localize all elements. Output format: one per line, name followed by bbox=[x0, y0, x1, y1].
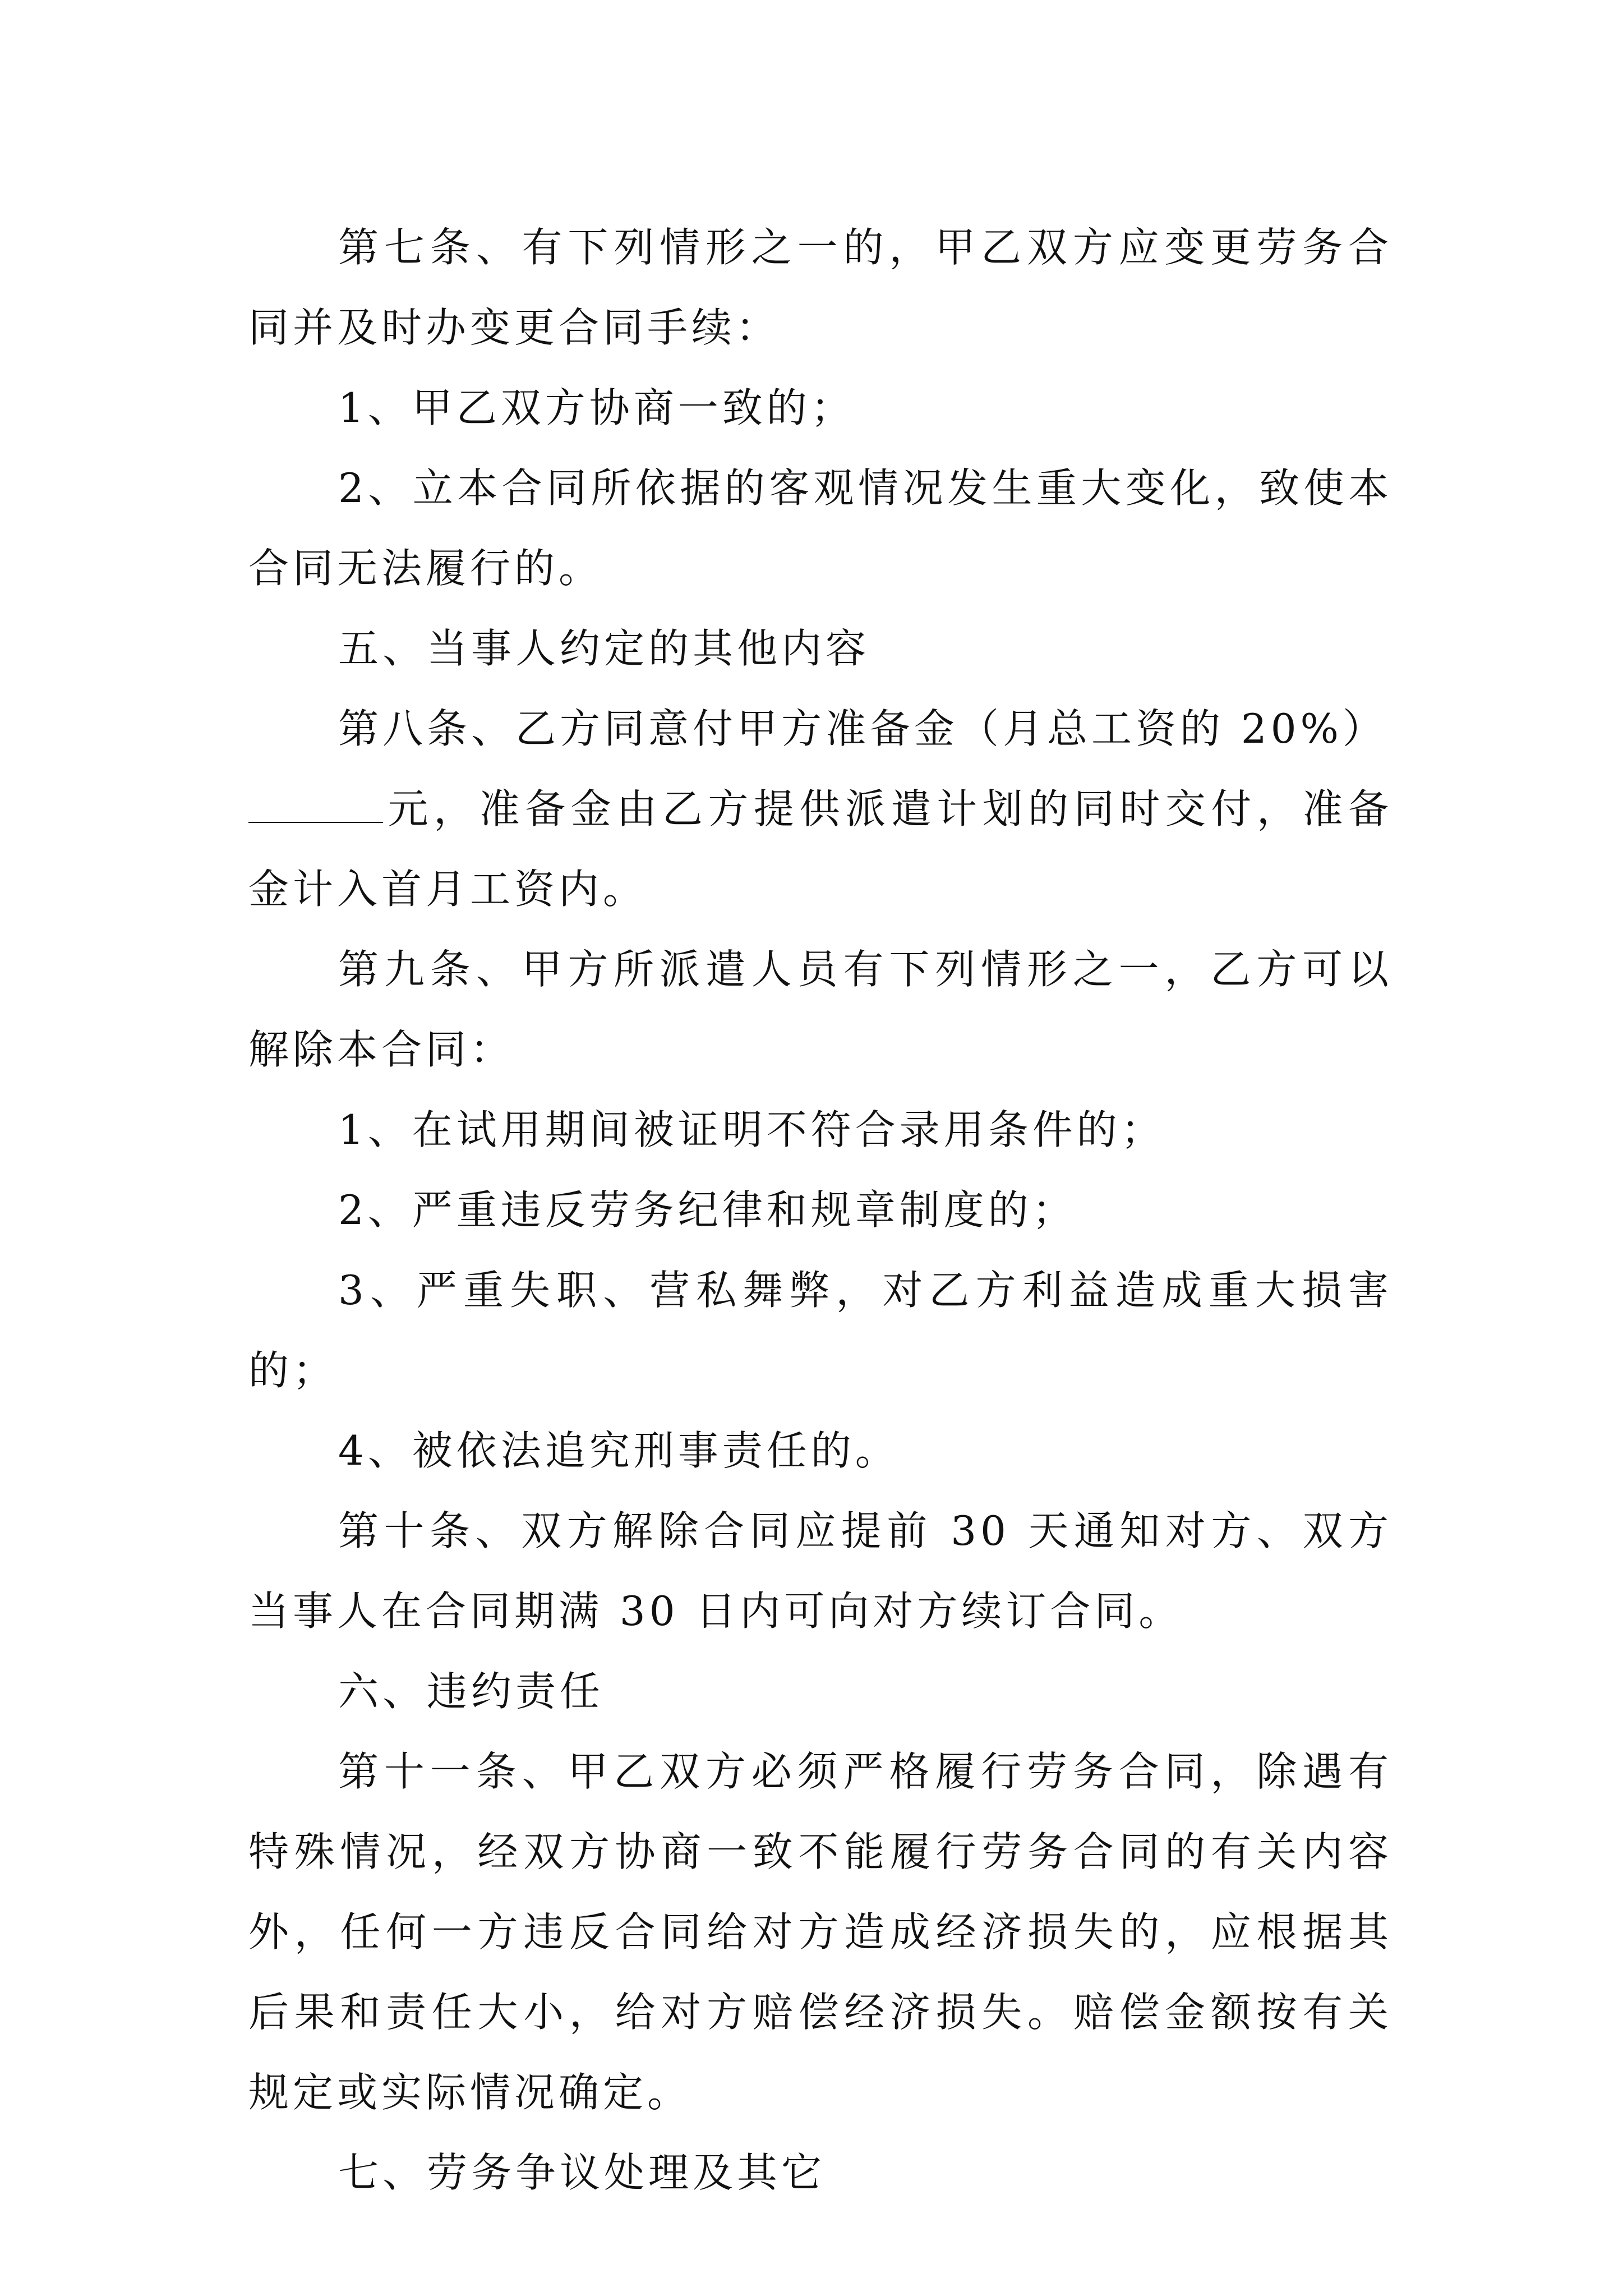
section-heading-7: 七、劳务争议处理及其它 bbox=[338, 2149, 826, 2196]
paragraph-article-7-item-1: 1、甲乙双方协商一致的； bbox=[338, 384, 855, 431]
paragraph-article-9-item-3: 3、严重失职、营私舞弊，对乙方利益造成重大损害的； bbox=[248, 1267, 1393, 1394]
document-body bbox=[248, 208, 1393, 2213]
paragraph-article-8-continued bbox=[248, 769, 1393, 930]
paragraph-article-9-item-2: 2、严重违反劳务纪律和规章制度的； bbox=[338, 1186, 1077, 1234]
paragraph-article-8-text: 元，准备金由乙方提供派遣计划的同时交付，准备金计入首月工资内。 bbox=[248, 785, 1393, 913]
fill-in-blank-line bbox=[248, 788, 383, 823]
section-heading-5: 五、当事人约定的其他内容 bbox=[338, 625, 870, 672]
paragraph-article-8: 第八条、乙方同意付甲方准备金（月总工资的 20%） bbox=[338, 705, 1387, 752]
paragraph-article-9: 第九条、甲方所派遣人员有下列情形之一，乙方可以解除本合同： bbox=[248, 946, 1393, 1073]
paragraph-article-11: 第十一条、甲乙双方必须严格履行劳务合同，除遇有特殊情况，经双方协商一致不能履行劳务合同的有关内容外，任何一方违反合同给对方造成经济损失的，应根据其后果和责任大小，给对方赔偿经济损失。赔偿金额按有关规定或实际情况确定。 bbox=[248, 1748, 1393, 2116]
paragraph-article-9-item-1: 1、在试用期间被证明不符合录用条件的； bbox=[338, 1106, 1165, 1153]
section-heading-6: 六、违约责任 bbox=[338, 1668, 605, 1715]
paragraph-article-7-item-2: 2、立本合同所依据的客观情况发生重大变化，致使本合同无法履行的。 bbox=[248, 464, 1393, 592]
paragraph-article-10: 第十条、双方解除合同应提前 30 天通知对方、双方当事人在合同期满 30 日内可向对方续订合同。 bbox=[248, 1507, 1393, 1635]
paragraph-article-7: 第七条、有下列情形之一的，甲乙双方应变更劳务合同并及时办变更合同手续： bbox=[248, 224, 1393, 351]
paragraph-article-9-item-4: 4、被依法追究刑事责任的。 bbox=[338, 1427, 900, 1474]
